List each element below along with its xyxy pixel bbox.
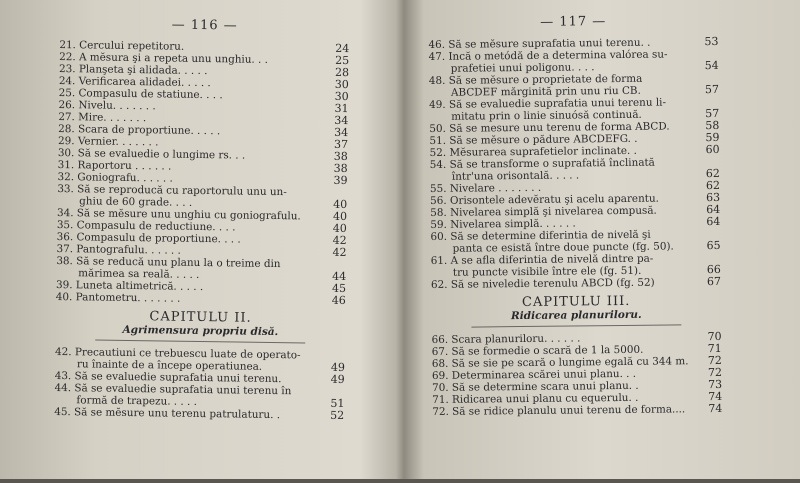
toc-entry-page: 40 xyxy=(321,211,347,223)
toc-entry-page: 64 xyxy=(694,216,720,228)
toc-entry-text: 28. Scara de proportiune. . . . . xyxy=(58,123,318,139)
toc-entry-text: ghiu de 60 grade. . . . xyxy=(57,195,317,211)
toc-entry-page: 30 xyxy=(323,79,349,91)
toc-entry-text: 39. Luneta altimetrică. . . . . xyxy=(56,279,316,295)
toc-entry-page: 40 xyxy=(321,223,347,235)
toc-list xyxy=(431,331,722,418)
chapter-subtitle: Agrimensura propriu disă. xyxy=(55,323,345,339)
toc-entry-text: 27. Mire. . . . . . . xyxy=(58,111,318,127)
toc-entry-page: 72 xyxy=(696,355,722,367)
toc-entry-text: 66. Scara planuriloru. . . . . . xyxy=(431,331,691,346)
toc-entry-page: 60 xyxy=(694,144,720,156)
toc-entry-text: 48. Să se mĕsure o proprietate de forma xyxy=(429,72,689,87)
toc-entry-text: 43. Să se evaluedie suprafatia unui terenu. xyxy=(55,370,315,386)
toc-entry-page: 38 xyxy=(322,151,348,163)
toc-entry-page: 65 xyxy=(695,240,721,252)
toc-entry-text: 51. Să se mĕsure o pădure ABCDEFG. . xyxy=(429,132,689,147)
toc-entry-page: 70 xyxy=(695,331,721,343)
toc-entry-page: 25 xyxy=(323,55,349,67)
toc-entry-text: 31. Raportoru . . . . . . xyxy=(58,159,318,175)
toc-entry-text: panta ce esistă între doue puncte (fg. 50). xyxy=(431,240,691,255)
toc-entry-text: 22. A mĕsura şi a repeta unu unghiu. . . xyxy=(59,51,319,67)
toc-entry-page: 42 xyxy=(321,235,347,247)
toc-entry-text: 29. Vernier. . . . . . . xyxy=(58,135,318,151)
divider xyxy=(471,324,681,327)
toc-entry-text: 62. Să se niveledie terenulu ABCD (fg. 52) xyxy=(431,276,691,291)
toc-entry-page: 46 xyxy=(320,295,346,307)
toc-entry-text: formă de trapezu. . . . . xyxy=(54,394,314,410)
toc-entry-text: 54. Să se transforme o suprafatiă înclinată xyxy=(430,156,690,171)
toc-entry-text: tru puncte visibile între ele (fg. 51). xyxy=(431,264,691,279)
toc-entry-page: 73 xyxy=(696,379,722,391)
toc-entry-page: 62 xyxy=(694,168,720,180)
toc-entry xyxy=(432,403,722,418)
toc-entry-page: 39 xyxy=(321,175,347,187)
toc-entry-text: 32. Goniografu. . . . . . xyxy=(57,171,317,187)
toc-entry-text: 47. Incă o metódă de a determina valórea su- xyxy=(429,48,689,63)
toc-entry-text: 46. Să se mĕsure suprafatia unui terenu. . xyxy=(428,36,688,51)
toc-entry-text: 42. Precautiuni ce trebuescu luate de operato- xyxy=(55,346,315,362)
toc-entry-text: 61. A se afla diferintia de nivelă dintre pa- xyxy=(431,252,691,267)
page-number: — 117 — xyxy=(428,13,718,31)
toc-entry-text: ru înainte de a începe operatiunea. xyxy=(55,358,315,374)
page-number: — 116 — xyxy=(60,16,350,35)
toc-entry-text: 38. Să se reducă unu planu la o treime din xyxy=(56,255,316,271)
toc-entry-page: 74 xyxy=(696,403,722,415)
toc-entry-text: 35. Compasulu de reductiune. . . . xyxy=(57,219,317,235)
toc-entry-text: 52. Mĕsurarea suprafetielor inclinate. . xyxy=(430,144,690,159)
toc-entry-page: 31 xyxy=(322,103,348,115)
toc-entry-text: 24. Verificarea alidadei. . . . . xyxy=(59,75,319,91)
right-page xyxy=(428,0,723,479)
toc-entry-text: 72. Să se ridice planulu unui terenu de forma.... xyxy=(432,403,692,418)
toc-entry-text: 50. Să se mesure unu terenu de forma ABCD. xyxy=(429,120,689,135)
toc-entry-text: 45. Să se mĕsure unu terenu patrulaturu. . xyxy=(54,406,314,422)
toc-entry-text: 33. Să se reproducă cu raportorulu unu un- xyxy=(57,183,317,199)
toc-entry-page: 51 xyxy=(318,398,344,410)
toc-entry-text: 58. Nivelarea simplă şi nivelarea compusă. xyxy=(430,204,690,219)
toc-entry-page: 38 xyxy=(322,163,348,175)
toc-entry-text: 69. Determinarea scărei unui planu. . . xyxy=(432,367,692,382)
chapter-subtitle: Ridicarea planuriloru. xyxy=(431,308,721,323)
toc-list xyxy=(56,39,350,307)
toc-entry-page: 71 xyxy=(696,343,722,355)
toc-entry-page: 74 xyxy=(696,391,722,403)
chapter-title: CAPITULU III. xyxy=(431,294,721,311)
toc-entry-text: 36. Compasulu de proportiune. . . . xyxy=(57,231,317,247)
toc-entry-text: 70. Să se determine scara unui planu. . xyxy=(432,379,692,394)
toc-entry-page: 64 xyxy=(694,204,720,216)
toc-entry-text: 55. Nivelare . . . . . . . xyxy=(430,180,690,195)
toc-entry-text: 25. Compasulu de statiune. . . . xyxy=(59,87,319,103)
toc-entry-text: 37. Pantografulu. . . . . . xyxy=(56,243,316,259)
toc-entry-page: 30 xyxy=(323,91,349,103)
toc-entry-page: 44 xyxy=(320,271,346,283)
toc-entry-text: 44. Să se evaluedie suprafatia unui terenu în xyxy=(54,382,314,398)
toc-entry-text: 21. Cercului repetitoru. xyxy=(59,39,319,55)
toc-entry-text: 30. Să se evaluedie o lungime rs. . . xyxy=(58,147,318,163)
toc-entry-text: mărimea sa reală. . . . . xyxy=(56,267,316,283)
toc-entry-page: 72 xyxy=(696,367,722,379)
toc-list xyxy=(428,36,721,291)
toc-entry-page: 63 xyxy=(694,192,720,204)
toc-entry-text: 71. Ridicarea unui planu cu equerulu. . xyxy=(432,391,692,406)
toc-entry-page: 45 xyxy=(320,283,346,295)
toc-entry-text: 26. Nivelu. . . . . . . xyxy=(58,99,318,115)
toc-entry-page: 57 xyxy=(693,108,719,120)
chapter-title: CAPITULU II. xyxy=(55,309,345,327)
left-page xyxy=(53,0,350,483)
toc-entry-text: 59. Nivelarea simplă. . . . . . xyxy=(430,216,690,231)
toc-entry-page: 40 xyxy=(321,199,347,211)
toc-entry-page: 54 xyxy=(693,60,719,72)
toc-entry xyxy=(431,276,721,291)
toc-entry-text: 49. Să se evaluedie suprafatia unui terenu li- xyxy=(429,96,689,111)
toc-entry-text: 60. Să se determine diferintia de nivelă şi xyxy=(430,228,690,243)
toc-entry-page: 24 xyxy=(323,43,349,55)
toc-entry-page: 59 xyxy=(693,132,719,144)
toc-entry-page: 28 xyxy=(323,67,349,79)
toc-entry-page: 57 xyxy=(693,84,719,96)
toc-entry-text: 23. Planşeta şi alidada. . . . . xyxy=(59,63,319,79)
toc-entry-page: 42 xyxy=(320,247,346,259)
toc-entry-text: 67. Să se formedie o scară de 1 la 5000. xyxy=(432,343,692,358)
toc-list xyxy=(54,346,345,422)
toc-entry-page: 62 xyxy=(694,180,720,192)
toc-entry-page: 49 xyxy=(319,374,345,386)
toc-entry-text: într'una orisontală. . . . . xyxy=(430,168,690,183)
toc-entry-text: mitatu prin o linie sinuósă continuă. xyxy=(429,108,689,123)
toc-entry-text: prafetiei unui poligonu. . . . xyxy=(429,60,689,75)
toc-entry-page: 34 xyxy=(322,115,348,127)
toc-entry-text: 40. Pantometru. . . . . . . xyxy=(56,291,316,307)
toc-entry-page: 53 xyxy=(692,36,718,48)
toc-entry-page: 58 xyxy=(693,120,719,132)
toc-entry-page: 66 xyxy=(695,264,721,276)
toc-entry-text: 34. Să se mĕsure unu unghiu cu goniografulu. xyxy=(57,207,317,223)
toc-entry-page: 67 xyxy=(695,276,721,288)
toc-entry-page: 34 xyxy=(322,127,348,139)
toc-entry-page: 52 xyxy=(318,410,344,422)
toc-entry-page: 49 xyxy=(319,362,345,374)
toc-entry-text: 68. Să se sie pe scară o lungime egală cu 344 m. xyxy=(432,355,692,370)
toc-entry-text: ABCDEF mărginită prin unu riu CB. xyxy=(429,84,689,99)
toc-entry-text: 56. Orisontele adevĕratu şi acelu aparentu. xyxy=(430,192,690,207)
divider xyxy=(95,340,305,344)
toc-entry-page: 37 xyxy=(322,139,348,151)
